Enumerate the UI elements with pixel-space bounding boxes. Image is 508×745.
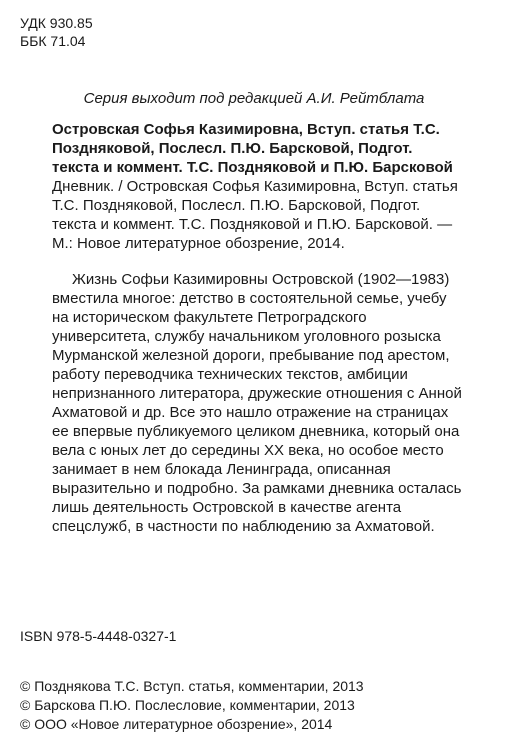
abstract-line: университета, службу начальником уголовного розыска <box>52 328 441 345</box>
abstract-line: вела с юных лет до середины XX века, но особое место <box>52 442 444 459</box>
abstract-paragraph <box>52 270 492 536</box>
abstract-line: на историческом факультете Петроградского <box>52 309 367 326</box>
description-line: Т.С. Поздняковой, Послесл. П.Ю. Барсковой, Подгот. <box>52 197 421 214</box>
abstract-line: ее впервые публикуемого целиком дневника, который она <box>52 423 460 440</box>
abstract-line: занимает в нем блокада Ленинграда, описанная <box>52 461 391 478</box>
bbk-code: ББК 71.04 <box>20 33 86 49</box>
description-line: текста и коммент. Т.С. Поздняковой и П.Ю. Барсковой. — <box>52 216 453 233</box>
copyright-notices <box>20 677 364 734</box>
udk-code: УДК 930.85 <box>20 15 93 31</box>
description-line: Дневник. / Островская Софья Казимировна, Вступ. статья <box>52 178 458 195</box>
bibliographic-heading <box>52 120 492 177</box>
classification-codes <box>20 14 93 50</box>
bibliographic-entry <box>52 120 492 253</box>
abstract-line: Мурманской железной дороги, пребывание под арестом, <box>52 347 450 364</box>
abstract-line: выразительно и подробно. За рамками дневника осталась <box>52 480 462 497</box>
isbn-number: ISBN 978-5-4448-0327-1 <box>20 628 177 644</box>
abstract-line: вместила многое: детство в состоятельной семье, учебу <box>52 290 447 307</box>
heading-line: Островская Софья Казимировна, Вступ. статья Т.С. <box>52 121 440 138</box>
copyright-line: © Позднякова Т.С. Вступ. статья, комментарии, 2013 <box>20 678 364 694</box>
abstract-line: лишь деятельность Островской в качестве агента <box>52 499 402 516</box>
abstract-line: Ахматовой и др. Все это нашло отражение на страницах <box>52 404 449 421</box>
copyright-line: © Барскова П.Ю. Послесловие, комментарии, 2013 <box>20 697 355 713</box>
abstract-line: непризнанного литератора, дружеские отношения с Анной <box>52 385 462 402</box>
series-editor-note: Серия выходит под редакцией А.И. Рейтблата <box>83 90 425 107</box>
heading-line: Поздняковой, Послесл. П.Ю. Барсковой, Подгот. <box>52 140 413 157</box>
heading-line: текста и коммент. Т.С. Поздняковой и П.Ю. Барсковой <box>52 159 453 176</box>
bibliographic-description <box>52 177 492 253</box>
abstract-line: работу переводчика технических текстов, амбиции <box>52 366 408 383</box>
abstract-line: спецслужб, в частности по наблюдению за Ахматовой. <box>52 518 435 535</box>
description-line: М.: Новое литературное обозрение, 2014. <box>52 235 345 252</box>
abstract-line: Жизнь Софьи Казимировны Островской (1902—1983) <box>72 271 450 288</box>
copyright-line: © ООО «Новое литературное обозрение», 2014 <box>20 716 333 732</box>
